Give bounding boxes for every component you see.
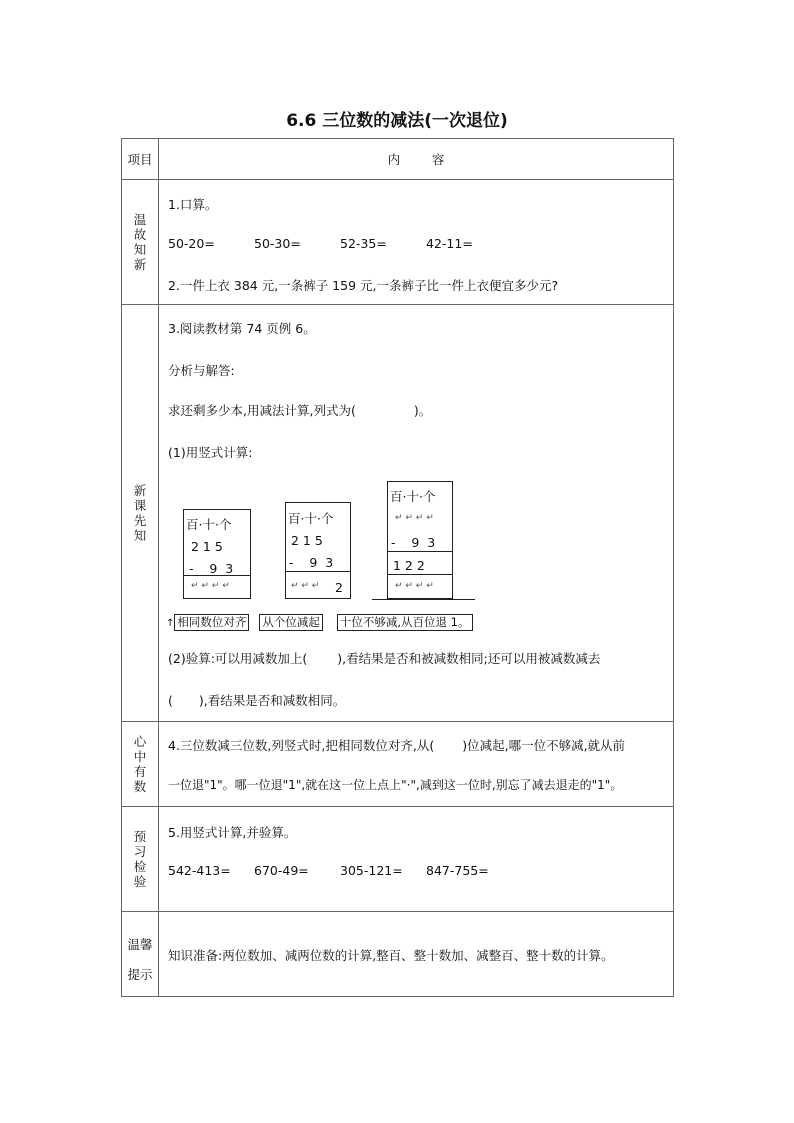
review-label: 温 故 知 新: [122, 180, 159, 305]
summary-label: 心 中 有 数: [122, 722, 159, 807]
question-1: 1.口算。: [168, 197, 218, 212]
summary-row: [122, 722, 674, 807]
question-2: 2.一件上衣 384 元,一条裤子 159 元,一条裤子比一件上衣便宜多少元?: [168, 278, 559, 293]
worksheet-table: [121, 138, 674, 997]
oral-calc-row: 50-20= 50-30= 52-35= 42-11=: [168, 236, 473, 251]
analysis-label: 分析与解答:: [168, 363, 235, 378]
calc1-subtrahend: - 9 3: [189, 561, 234, 576]
calc2-minuend: 2 1 5: [291, 533, 323, 548]
calc1-minuend: 2 1 5: [191, 539, 223, 554]
preview-label: 预 习 检 验: [122, 807, 159, 912]
note-ones-first: 从个位减起: [259, 614, 323, 631]
note-align: 相同数位对齐: [174, 614, 249, 631]
calc1-header: 百·十·个: [186, 517, 232, 532]
header-content: 内 容: [159, 139, 674, 180]
tips-row: [122, 912, 674, 997]
preview-row: [122, 807, 674, 912]
calc3-subtrahend: - 9 3: [391, 535, 436, 550]
calc2-header: 百·十·个: [288, 511, 334, 526]
question-5: 5.用竖式计算,并验算。: [168, 825, 297, 840]
new-lesson-label: 新 课 先 知: [122, 305, 159, 722]
check-line-1: (2)验算:可以用减数加上( ),看结果是否和被减数相同;还可以用被减数减去: [168, 651, 601, 666]
vertical-title: (1)用竖式计算:: [168, 445, 253, 460]
note-borrow: 十位不够减,从百位退 1。: [337, 614, 473, 631]
tips-text: 知识准备:两位数加、减两位数的计算,整百、整十数加、减整百、整十数的计算。: [168, 948, 614, 963]
check-line-2: ( ),看结果是否和减数相同。: [168, 693, 346, 708]
summary-line-2: 一位退"1"。哪一位退"1",就在这一位上点上"·",减到这一位时,别忘了减去退走的"1"。: [168, 778, 623, 792]
table-header-row: [122, 139, 674, 180]
calc2-subtrahend: - 9 3: [289, 555, 334, 570]
summary-line-1: 4.三位数减三位数,列竖式时,把相同数位对齐,从( )位减起,哪一位不够减,就从前: [168, 738, 626, 753]
page-title: 6.6 三位数的减法(一次退位): [286, 111, 508, 131]
preview-items: 542-413= 670-49= 305-121= 847-755=: [168, 863, 489, 878]
header-item: 项目: [122, 139, 159, 180]
question-3: 3.阅读教材第 74 页例 6。: [168, 321, 316, 336]
notes-row: ↑ 相同数位对齐 从个位减起 十位不够减,从百位退 1。: [166, 614, 473, 631]
calc3-header: 百·十·个: [390, 489, 436, 504]
tips-label: 温馨 提示: [122, 912, 159, 997]
formula-line: 求还剩多少本,用减法计算,列式为( )。: [168, 403, 432, 418]
calc2-result: 2: [335, 580, 343, 595]
review-row: [122, 180, 674, 305]
new-lesson-row: 新 课 先 知 3.阅读教材第 74 页例 6。 分析与解答: 求还剩多少本,用减法计算,列式为( )。 (1)用竖式计算: 百·十·个 2 1 5 - 9 3 ↵ ↵ ↵ ↵ 百·十·个 2 1 5 - 9 3 2 ↵ ↵ ↵ 百·十·个 ↵ ↵ ↵ ↵ - 9 3 1 2 2 ↵ ↵ ↵ ↵ ↑ 相同数位对齐 从个位减起 十位不够减,从百位退 1。 (2)验算:可以用减数加上( ),看结果是否和被减数相同;还可以用被减数减去 ( ),看结果是否和减数相同。: [122, 305, 674, 722]
calc3-result: 1 2 2: [393, 558, 425, 573]
